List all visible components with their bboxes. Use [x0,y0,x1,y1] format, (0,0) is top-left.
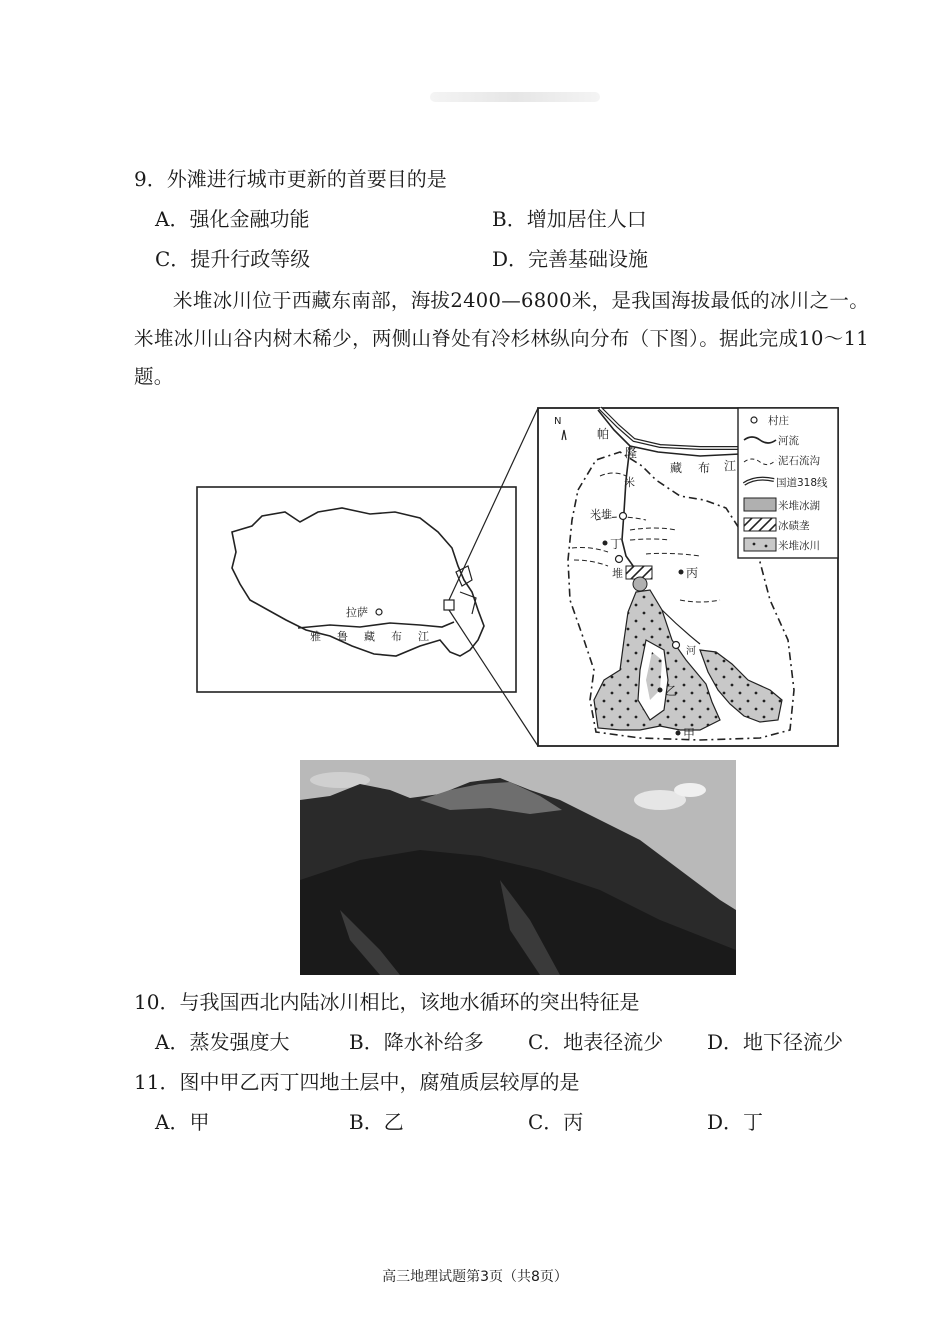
q9-option-c[interactable]: C．提升行政等级 [155,247,311,271]
palong-char-1: 帕 [597,427,610,441]
q9-option-d[interactable]: D．完善基础设施 [492,247,649,271]
village-midui-label: 米堆 [590,508,612,521]
legend-debris-label: 泥石流沟 [778,455,820,467]
mountain-photo [300,760,736,975]
legend-lake-label: 米堆冰湖 [778,500,820,512]
lhasa-label: 拉萨 [346,606,368,619]
q9-stem: 9．外滩进行城市更新的首要目的是 [134,167,447,191]
point-yi-label: 乙 [665,684,678,698]
inset-map-frame [197,487,516,692]
river-char-5: 江 [418,630,429,643]
legend-lake-icon [744,498,776,511]
legend-road-label: 国道318线 [776,477,828,489]
village-icon [616,556,623,563]
q10-option-c[interactable]: C．地表径流少 [528,1030,664,1054]
north-label: N [554,416,562,427]
river-char-4: 布 [391,630,402,643]
q11-option-a[interactable]: A．甲 [155,1110,210,1134]
river-char-2: 鲁 [337,630,348,643]
q10-stem: 10．与我国西北内陆冰川相比，该地水循环的突出特征是 [134,990,640,1014]
legend-moraine-label: 冰碛垄 [778,520,810,532]
mi-char: 米 [624,476,635,489]
river-char-3: 藏 [364,630,375,643]
q10-option-b[interactable]: B．降水补给多 [349,1030,484,1054]
dui-char: 堆 [612,567,623,580]
legend-village-label: 村庄 [768,415,789,427]
q10-option-a[interactable]: A．蒸发强度大 [155,1030,290,1054]
lhasa-dot [376,609,382,615]
q11-option-c[interactable]: C．丙 [528,1110,584,1134]
river-char-1: 雅 [310,630,321,643]
he-char: 河 [686,646,696,657]
point-jia-label: 甲 [683,727,696,741]
legend-river-label: 河流 [778,435,799,447]
yarlung-river [298,622,454,628]
q11-option-b[interactable]: B．乙 [349,1110,404,1134]
tibet-outline [232,508,484,656]
point-ding-dot [603,541,608,546]
page-footer: 高三地理试题第3页（共8页） [382,1269,568,1285]
point-jia-dot [676,731,681,736]
legend-village-icon [751,417,757,423]
q9-option-a[interactable]: A．强化金融功能 [155,207,310,231]
material-text: 米堆冰川位于西藏东南部，海拔2400—6800米，是我国海拔最低的冰川之一。米堆冰川山谷内树木稀少，两侧山脊处有冷杉林纵向分布（下图）。据此完成10～11题。 [134,289,869,388]
palong-char-4: 布 [698,461,711,475]
q11-option-d[interactable]: D．丁 [707,1110,764,1134]
palong-char-2: 隆 [625,446,638,460]
village-icon [673,642,680,649]
point-yi-dot [658,688,663,693]
q9-option-b[interactable]: B．增加居住人口 [492,207,647,231]
midui-glacier-lake [633,577,647,591]
village-midui-icon [620,513,627,520]
palong-char-3: 藏 [670,461,683,475]
q11-stem: 11．图中甲乙丙丁四地土层中，腐殖质层较厚的是 [134,1070,580,1094]
point-bing-dot [679,570,684,575]
location-square [444,600,454,610]
point-bing-label: 丙 [686,566,699,580]
palong-char-5: 江 [724,459,737,473]
q10-option-d[interactable]: D．地下径流少 [707,1030,844,1054]
legend-moraine-icon [744,518,776,531]
point-ding-label: 丁 [610,537,623,551]
legend-glacier-label: 米堆冰川 [778,540,820,552]
legend-glacier-icon [744,538,776,551]
